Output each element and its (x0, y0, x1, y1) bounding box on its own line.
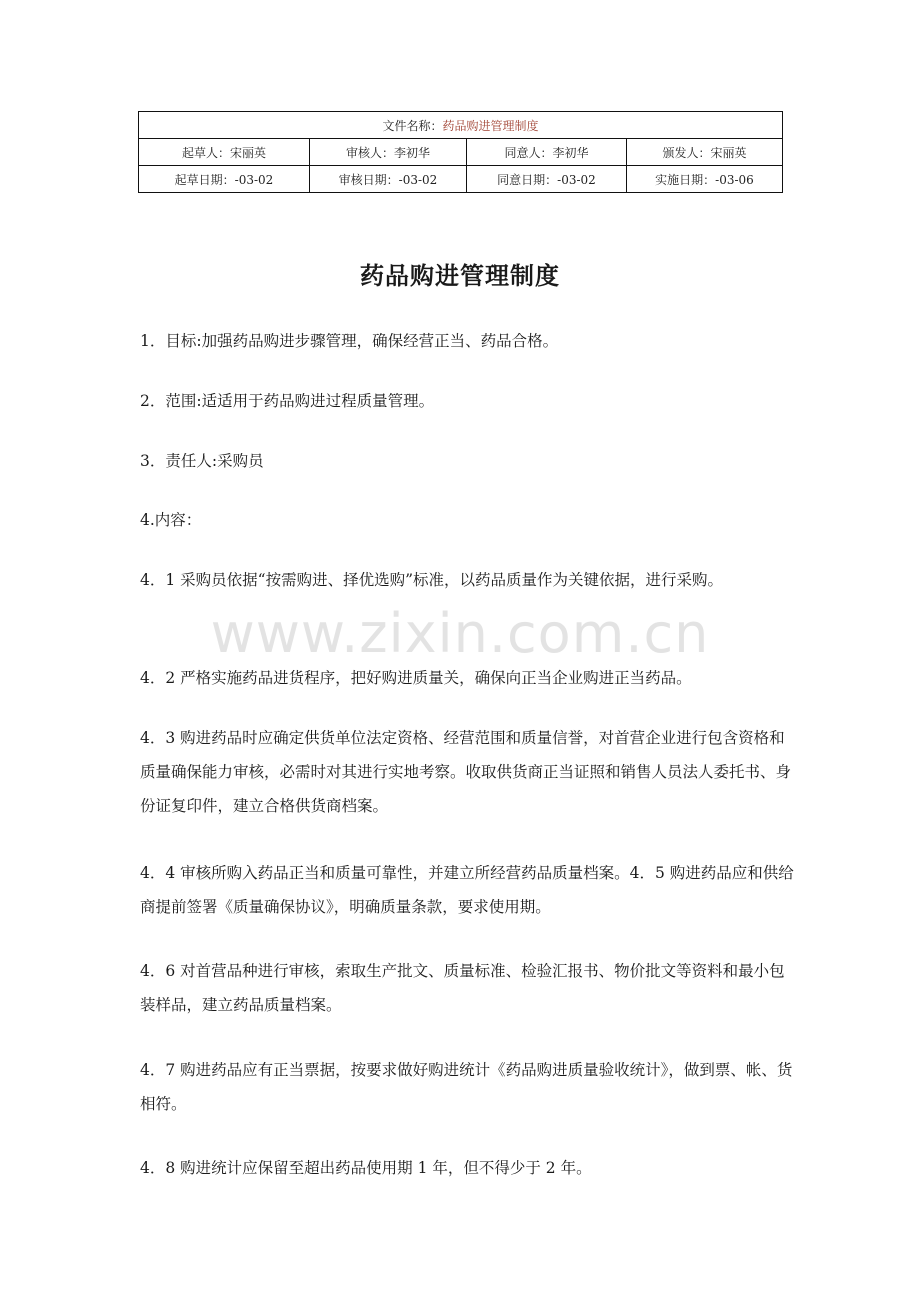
approver-cell: 同意人：李初华 (467, 139, 627, 166)
review-date-cell: 审核日期：-03-02 (310, 166, 467, 193)
draft-date-cell: 起草日期：-03-02 (139, 166, 310, 193)
paragraph-4-6: 4．6 对首营品种进行审核，索取生产批文、质量标准、检验汇报书、物价批文等资料和最小包装样品，建立药品质量档案。 (140, 962, 785, 1014)
file-name-cell (139, 112, 783, 139)
header-row-filename (139, 112, 783, 139)
paragraph-objective: 1．目标:加强药品购进步骤管理，确保经营正当、药品合格。 (140, 332, 559, 350)
header-row-people (139, 139, 783, 166)
reviewer-cell: 审核人：李初华 (310, 139, 467, 166)
paragraph-content-heading: 4.内容： (140, 511, 202, 529)
watermark: www.zixin.com.cn (210, 602, 710, 665)
paragraph-4-3: 4．3 购进药品时应确定供货单位法定资格、经营范围和质量信誉，对首营企业进行包含资格和质量确保能力审核，必需时对其进行实地考察。收取供货商正当证照和销售人员法人委托书、身份证复印件，建立合格供货商档案。 (140, 729, 792, 815)
paragraph-4-4: 4．4 审核所购入药品正当和质量可靠性，并建立所经营药品质量档案。4．5 购进药品应和供给商提前签署《质量确保协议》，明确质量条款，要求使用期。 (140, 864, 794, 916)
file-name-value: 药品购进管理制度 (442, 118, 539, 133)
header-row-dates (139, 166, 783, 193)
paragraph-4-7: 4．7 购进药品应有正当票据，按要求做好购进统计《药品购进质量验收统计》，做到票、帐、货相符。 (140, 1061, 793, 1113)
paragraph-responsible: 3．责任人:采购员 (140, 452, 264, 470)
drafter-cell: 起草人：宋丽英 (139, 139, 310, 166)
approve-date-cell: 同意日期：-03-02 (467, 166, 627, 193)
file-name-label: 文件名称： (382, 118, 443, 133)
document-header-table (138, 111, 783, 193)
paragraph-scope: 2．范围:适适用于药品购进过程质量管理。 (140, 392, 435, 410)
paragraph-4-8: 4．8 购进统计应保留至超出药品使用期 1 年，但不得少于 2 年。 (140, 1159, 592, 1177)
effective-date-cell: 实施日期：-03-06 (627, 166, 783, 193)
issuer-cell: 颁发人：宋丽英 (627, 139, 783, 166)
document-title: 药品购进管理制度 (360, 261, 560, 290)
paragraph-4-1: 4．1 采购员依据“按需购进、择优选购”标准，以药品质量作为关键依据，进行采购。 (140, 571, 724, 589)
paragraph-4-2: 4．2 严格实施药品进货程序，把好购进质量关，确保向正当企业购进正当药品。 (140, 669, 692, 687)
